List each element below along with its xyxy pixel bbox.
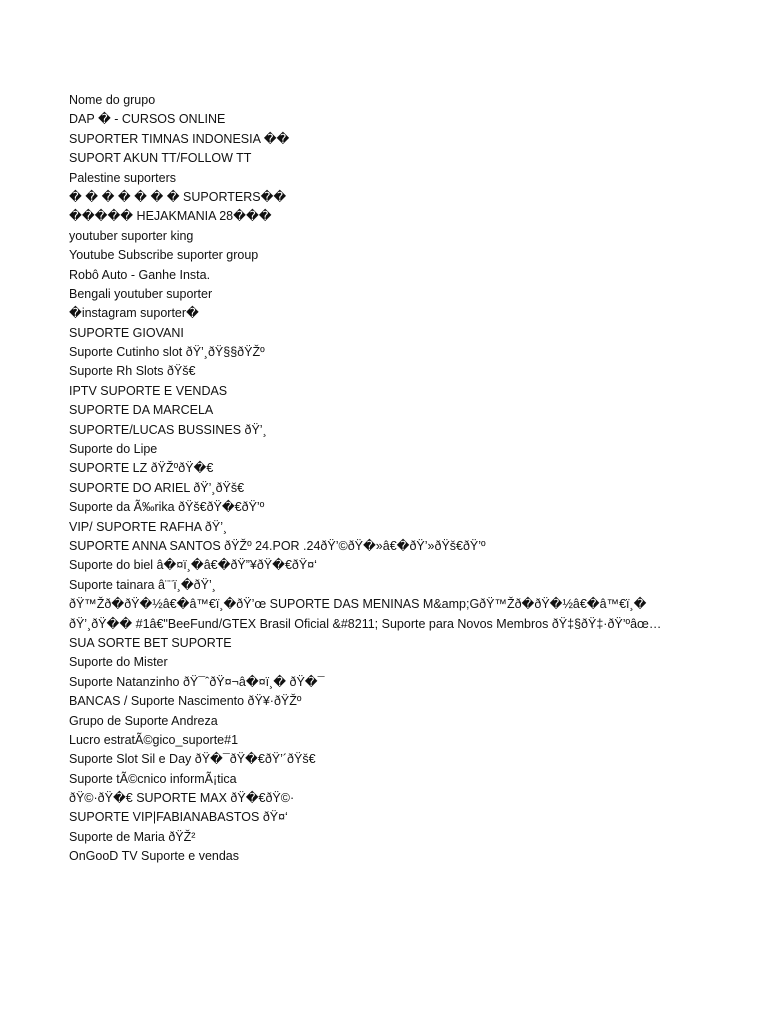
group-name-row: Suporte do Lipe (69, 442, 158, 457)
group-name-row: SUPORTE GIOVANI (69, 325, 184, 340)
group-name-row: Suporte tainara â¨¨ï¸�ðŸ’¸ (69, 577, 216, 592)
group-name-row: � � � � � � � SUPORTERS�� (69, 189, 287, 204)
group-name-row: Suporte Natanzinho ðŸ¯ˆðŸ¤¬â�¤ï¸� ðŸ�¯ (69, 674, 325, 689)
group-name-row: Palestine suporters (69, 170, 177, 185)
group-name-row: SUPORTE VIP|FABIANABASTOS ðŸ¤‘ (69, 810, 288, 825)
group-name-row: �instagram suporter� (69, 306, 199, 321)
group-name-row: Youtube Subscribe suporter group (69, 248, 259, 263)
group-name-row: SUPORTER TIMNAS INDONESIA �� (69, 131, 290, 146)
group-name-row: SUPORTE LZ ðŸŽºðŸ�€ (69, 461, 214, 476)
column-header: Nome do grupo (69, 93, 156, 107)
group-name-row: Suporte Slot Sil e Day ðŸ�¯ðŸ�€ðŸ’´ðŸš€ (69, 752, 316, 767)
group-name-row: SUPORT AKUN TT/FOLLOW TT (69, 151, 252, 166)
group-name-row: Robô Auto - Ganhe Insta. (69, 267, 211, 282)
group-name-row: Suporte de Maria ðŸŽ² (69, 829, 196, 844)
group-name-row: Suporte tÃ©cnico informÃ¡tica (69, 771, 237, 786)
group-name-row: BANCAS / Suporte Nascimento ðŸ¥·ðŸŽº (69, 694, 302, 709)
group-name-row: ðŸ™Žð�ðŸ�½â€�â™€ï¸�ðŸ’œ SUPORTE DAS MENINAS M&amp;GðŸ™Žð�ðŸ�½â€�â™€ï¸� (69, 597, 647, 612)
group-name-row: Suporte do biel â�¤ï¸�â€�ðŸ”¥ðŸ�€ðŸ¤‘ (69, 558, 317, 573)
group-name-row: ðŸ©·ðŸ�€ SUPORTE MAX ðŸ�€ðŸ©· (69, 791, 295, 806)
group-name-row: IPTV SUPORTE E VENDAS (69, 383, 228, 398)
group-name-row: VIP/ SUPORTE RAFHA ðŸ’¸ (69, 519, 228, 534)
group-name-row: Suporte Rh Slots ðŸš€ (69, 364, 196, 379)
group-name-row: SUPORTE ANNA SANTOS ðŸŽº 24.POR .24ðŸ’©ðŸ�»â€�ðŸ’»ðŸš€ðŸ’º (69, 538, 486, 553)
group-name-row: SUPORTE DA MARCELA (69, 403, 214, 418)
group-name-row: Lucro estratÃ©gico_suporte#1 (69, 732, 239, 747)
group-name-row: Bengali youtuber suporter (69, 286, 213, 301)
group-name-row: Suporte do Mister (69, 655, 168, 670)
group-name-list (69, 91, 749, 867)
group-name-row: DAP � - CURSOS ONLINE (69, 112, 226, 127)
group-name-row: SUPORTE/LUCAS BUSSINES ðŸ’¸ (69, 422, 267, 437)
group-name-row: Suporte Cutinho slot ðŸ’¸ðŸ§§ðŸŽº (69, 345, 265, 360)
group-name-row: SUPORTE DO ARIEL ðŸ’¸ðŸš€ (69, 480, 245, 495)
group-name-row: OnGooD TV Suporte e vendas (69, 849, 240, 864)
group-name-row: youtuber suporter king (69, 228, 194, 243)
group-name-row: Grupo de Suporte Andreza (69, 713, 218, 728)
group-name-row: SUA SORTE BET SUPORTE (69, 635, 232, 650)
group-name-row: ðŸ’¸ðŸ�� #1â€"BeeFund/GTEX Brasil Oficial &#8211; Suporte para Novos Membros ðŸ‡§ðŸ‡·ðŸ’ºâœ… (69, 616, 662, 631)
group-name-row: Suporte da Ã‰rika ðŸš€ðŸ�€ðŸ’º (69, 500, 265, 515)
group-name-row: ����� HEJAKMANIA 28��� (69, 209, 272, 224)
